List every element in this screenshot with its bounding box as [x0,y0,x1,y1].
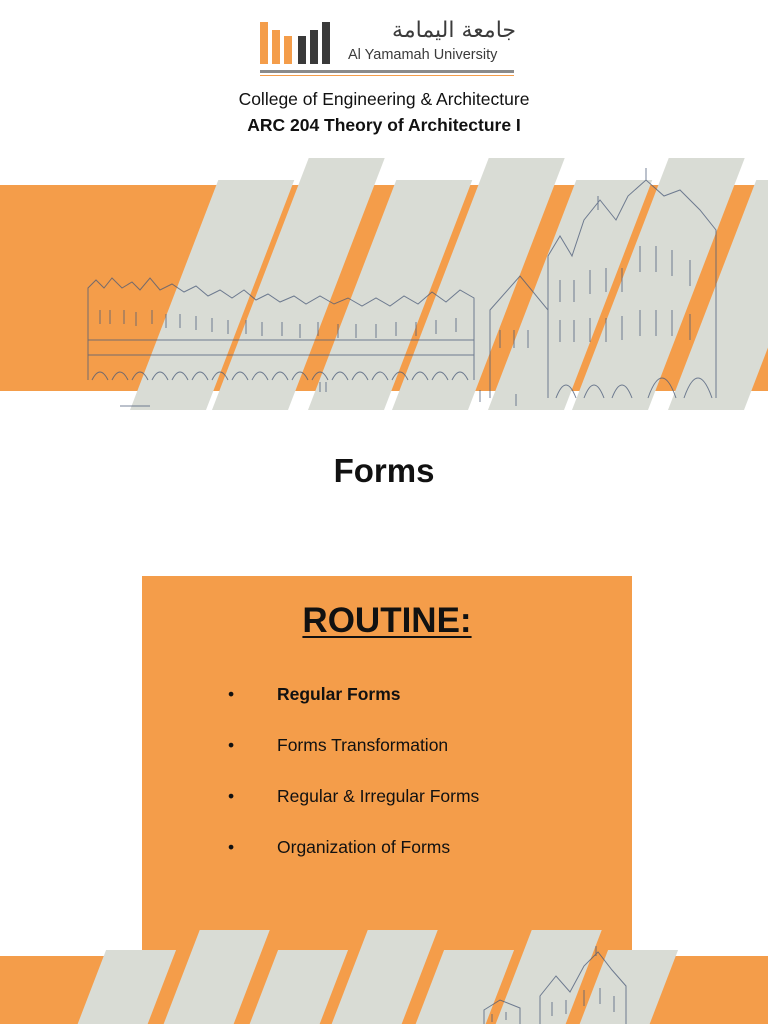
top-banner [0,150,768,418]
list-item-label: Regular Forms [277,684,401,704]
list-item-label: Forms Transformation [277,735,449,755]
routine-box [142,576,632,976]
bullet-icon: • [228,684,235,704]
logo-accent-line [260,75,514,76]
page-title: Forms [333,452,435,489]
list-item [142,733,632,784]
logo-arabic-name: جامعة اليمامة [392,18,516,43]
list-item-label: Organization of Forms [277,837,451,857]
list-item [142,835,632,886]
town-sketch-illustration [0,150,768,418]
routine-list [142,682,632,886]
logo-divider [260,70,514,73]
list-item [142,784,632,835]
course-title: ARC 204 Theory of Architecture I [247,115,521,135]
bullet-icon: • [228,735,235,755]
routine-heading-text: ROUTINE: [302,601,472,640]
university-logo [258,18,516,78]
list-item [142,682,632,733]
bottom-banner [0,926,768,1024]
bullet-icon: • [228,786,235,806]
list-item-label: Regular & Irregular Forms [277,786,480,806]
college-name: College of Engineering & Architecture [238,89,530,109]
bullet-icon: • [228,837,235,857]
town-sketch-illustration [0,926,768,1024]
logo-english-name: Al Yamamah University [348,47,498,63]
routine-heading [142,598,632,644]
logo-bars-icon [260,22,336,64]
